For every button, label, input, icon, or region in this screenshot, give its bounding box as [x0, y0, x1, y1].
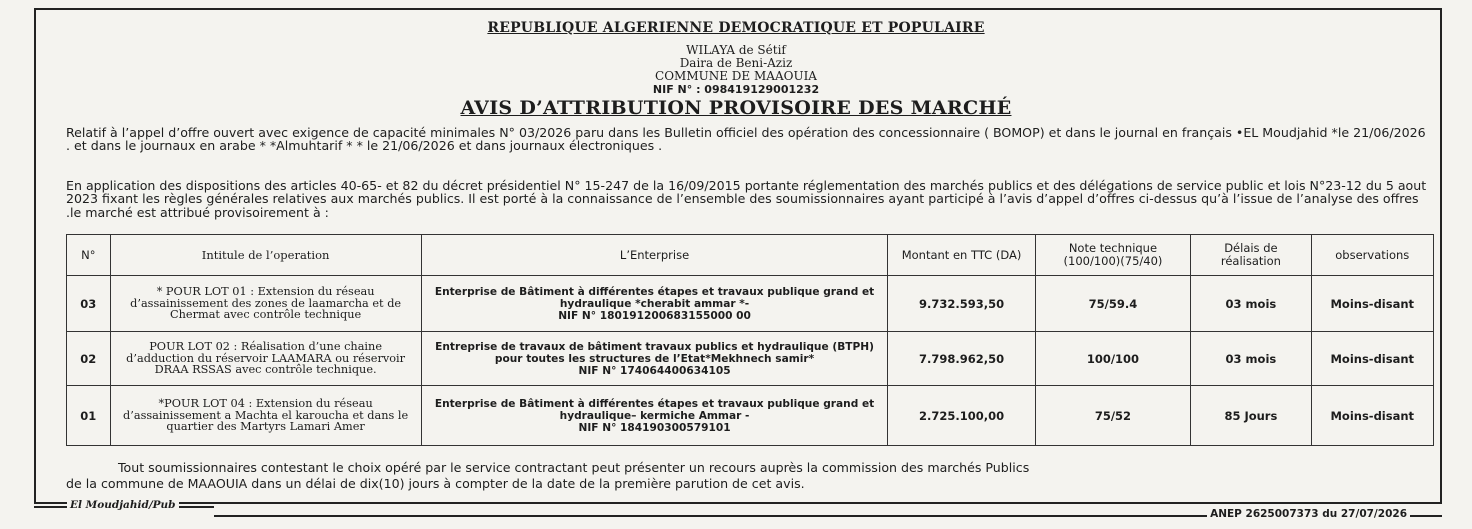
header-delais: Délais de réalisation	[1191, 235, 1311, 276]
row-note: 100/100	[1035, 332, 1191, 386]
row-delais: 03 mois	[1191, 332, 1311, 386]
enterprise-name: Entreprise de travaux de bâtiment travaux publics et hydraulique (BTPH) pour toutes les structures de l’Etat*Mekhnech samir*	[435, 340, 874, 365]
header-intitule: Intitule de l’operation	[110, 235, 421, 276]
row-intitule: POUR LOT 02 : Réalisation d’une chaine d’adduction du réservoir LAAMARA ou réservoir DRAA RSSAS avec contrôle technique.	[110, 332, 421, 386]
enterprise-nif: NIF N° 180191200683155000 00	[558, 309, 751, 322]
row-enterprise	[421, 332, 888, 386]
source-credit: El Moudjahid/Pub	[67, 499, 179, 511]
row-observation: Moins-disant	[1311, 332, 1433, 386]
row-delais: 85 Jours	[1191, 386, 1311, 446]
wilaya-line: WILAYA de Sétif	[686, 43, 786, 57]
enterprise-nif: NIF N° 184190300579101	[578, 421, 731, 434]
header-enterprise: L’Enterprise	[421, 235, 888, 276]
commune-nif: NIF N° : 098419129001232	[652, 83, 820, 96]
recourse-notice-line2: de la commune de MAAOUIA dans un délai de dix(10) jours à compter de la date de la première parution de cet avis.	[66, 476, 805, 491]
republic-heading: REPUBLIQUE ALGERIENNE DEMOCRATIQUE ET POPULAIRE	[487, 20, 985, 36]
reference-paragraph: Relatif à l’appel d’offre ouvert avec exigence de capacité minimales N° 03/2026 paru dans les Bulletin officiel des opération des concessionnaire ( BOMOP) et dans le journal en français •EL Moudjahid *le 21/06/2026 . et dans le journaux en arabe * *Almuhtarif * * le 21/06/2026 et dans journaux électroniques .	[66, 125, 1426, 154]
row-num: 02	[67, 332, 111, 386]
header-montant: Montant en TTC (DA)	[888, 235, 1035, 276]
recourse-notice-line1: Tout soumissionnaires contestant le choix opéré par le service contractant peut présenter un recours auprès la commission des marchés Publics	[118, 460, 1030, 475]
row-enterprise	[421, 386, 888, 446]
row-num: 03	[67, 276, 111, 332]
award-table	[66, 234, 1434, 446]
table-row	[67, 332, 1434, 386]
enterprise-nif: NIF N° 174064400634105	[578, 364, 731, 377]
table-row	[67, 386, 1434, 446]
legal-paragraph: En application des dispositions des articles 40-65- et 82 du décret présidentiel N° 15-247 de la 16/09/2015 portante réglementation des marchés publics et des délégations de service public et lois N°23-12 du 5 aout 2023 fixant les règles générales relatives aux marchés publics. Il est porté à la connaissance de l’ensemble des soumissionnaires ayant participé à l’avis d’appel d’offres ci-dessus qu’à l’issue de l’analyse des offres .le marché est attribué provisoirement à :	[66, 178, 1427, 220]
row-num: 01	[67, 386, 111, 446]
enterprise-name: Enterprise de Bâtiment à différentes étapes et travaux publique grand et hydraulique– kermiche Ammar -	[434, 397, 875, 422]
daira-line: Daira de Beni-Aziz	[679, 56, 793, 70]
row-enterprise	[421, 276, 888, 332]
row-observation: Moins-disant	[1311, 386, 1433, 446]
header-num: N°	[67, 235, 111, 276]
row-note: 75/52	[1035, 386, 1191, 446]
row-note: 75/59.4	[1035, 276, 1191, 332]
enterprise-name: Enterprise de Bâtiment à différentes étapes et travaux publique grand et hydraulique *cherabit ammar *-	[434, 285, 875, 310]
row-montant: 2.725.100,00	[888, 386, 1035, 446]
table-row	[67, 276, 1434, 332]
header-note: Note technique (100/100)(75/40)	[1035, 235, 1191, 276]
row-montant: 7.798.962,50	[888, 332, 1035, 386]
table-header-row	[67, 235, 1434, 276]
notice-title: AVIS D’ATTRIBUTION PROVISOIRE DES MARCHÉ	[460, 97, 1012, 119]
row-intitule: * POUR LOT 01 : Extension du réseau d’assainissement des zones de laamarcha et de Chermat avec contrôle technique	[110, 276, 421, 332]
commune-line: COMMUNE DE MAAOUIA	[655, 69, 817, 83]
row-montant: 9.732.593,50	[888, 276, 1035, 332]
header-observations: observations	[1311, 235, 1433, 276]
row-observation: Moins-disant	[1311, 276, 1433, 332]
row-delais: 03 mois	[1191, 276, 1311, 332]
row-intitule: *POUR LOT 04 : Extension du réseau d’assainissement a Machta el karoucha et dans le quartier des Martyrs Lamari Amer	[110, 386, 421, 446]
anep-reference: ANEP 2625007373 du 27/07/2026	[1207, 508, 1410, 520]
